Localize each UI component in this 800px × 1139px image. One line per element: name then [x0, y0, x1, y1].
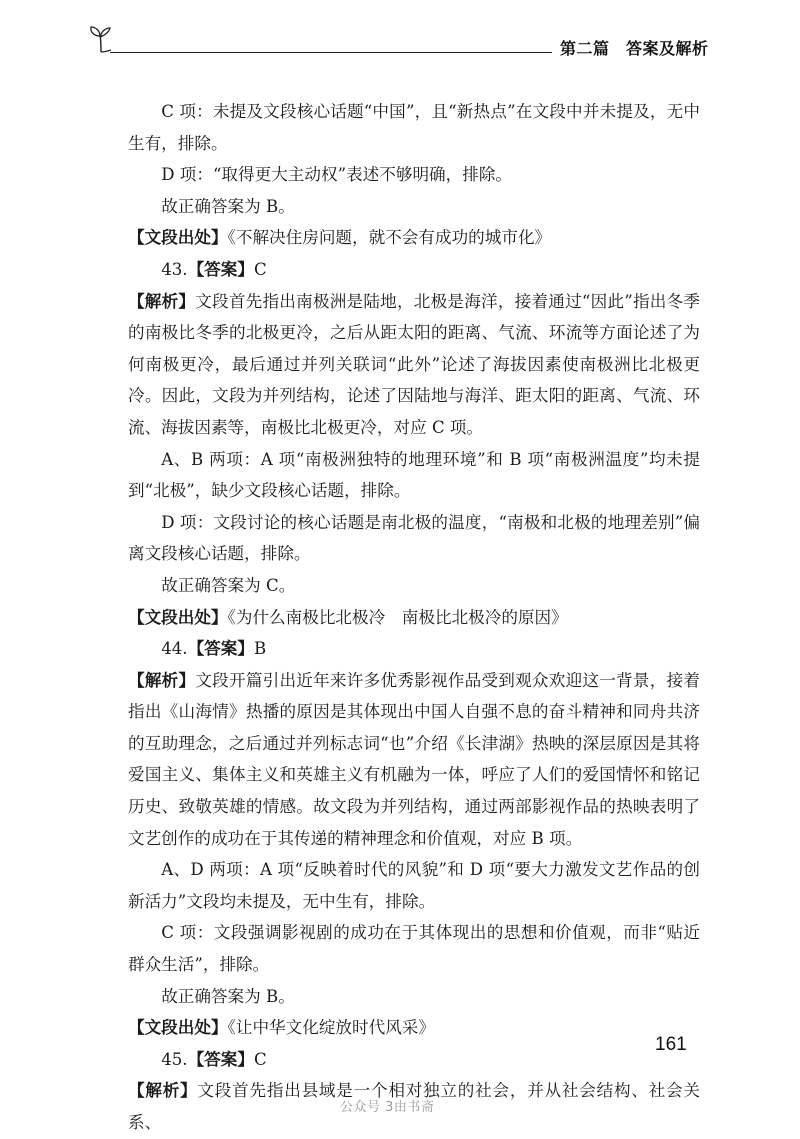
- question-number: 43.: [161, 259, 188, 279]
- source-text: 《为什么南极比北极冷 南极比北极冷的原因》: [227, 607, 568, 627]
- paragraph-text: C 项：未提及文段核心话题“中国”，且“新热点”在文段中并未提及，无中生有，排除。: [128, 102, 700, 153]
- analysis-paragraph: [128, 286, 700, 444]
- paragraph: [128, 444, 700, 507]
- analysis-tag: 【解析】: [128, 670, 196, 690]
- answer-tag: 【答案】: [187, 259, 254, 279]
- paragraph-text: A、D 两项：A 项“反映着时代的风貌”和 D 项“要大力激发文艺作品的创新活力”文段均未提及，无中生有，排除。: [128, 860, 700, 911]
- source-line: [128, 1012, 700, 1044]
- paragraph: [128, 159, 700, 191]
- source-text: 《不解决住房问题，就不会有成功的城市化》: [227, 228, 552, 248]
- answer-value: C: [253, 259, 267, 279]
- paragraph: [128, 191, 700, 223]
- watermark-text: 公众号 3由书斋: [340, 1100, 435, 1115]
- paragraph: [128, 507, 700, 570]
- answer-line: [128, 1044, 700, 1076]
- analysis-paragraph: [128, 665, 700, 855]
- header-rule: [110, 52, 552, 53]
- answer-tag: 【答案】: [187, 1049, 254, 1069]
- source-tag: 【文段出处】: [128, 1018, 228, 1038]
- answer-line: [128, 633, 700, 665]
- paragraph: [128, 981, 700, 1013]
- source-tag: 【文段出处】: [128, 607, 228, 627]
- page-header: [0, 0, 800, 70]
- source-line: [128, 222, 700, 254]
- analysis-tag: 【解析】: [128, 1081, 198, 1101]
- analysis-text: 文段开篇引出近年来许多优秀影视作品受到观众欢迎这一背景，接着指出《山海情》热播的原因是其体现出中国人自强不息的奋斗精神和同舟共济的互助理念，之后通过并列标志词“也”介绍《长津湖》热映的深层原因是其将爱国主义、集体主义和英雄主义有机融为一体，呼应了人们的爱国情怀和铭记历史、致敬英雄的情感。故文段为并列结构，通过两部影视作品的热映表明了文艺创作的成功在于其传递的精神理念和价值观，对应 B 项。: [128, 670, 701, 848]
- analysis-text: 文段首先指出南极洲是陆地，北极是海洋，接着通过“因此”指出冬季的南极比冬季的北极更冷，之后从距太阳的距离、气流、环流等方面论述了为何南极更冷，最后通过并列关联词“此外”论述了海拔因素使南极洲比北极更冷。因此，文段为并列结构，论述了因陆地与海洋、距太阳的距离、气流、环流、海拔因素等，南极比北极更冷，对应 C 项。: [128, 291, 700, 437]
- paragraph: [128, 96, 700, 159]
- answer-line: [128, 254, 700, 286]
- answer-value: B: [253, 639, 267, 659]
- paragraph: [128, 917, 700, 980]
- source-line: [128, 602, 700, 634]
- page-number: 161: [655, 1034, 687, 1055]
- paragraph-text: C 项：文段强调影视剧的成功在于其体现出的思想和价值观，而非“贴近群众生活”，排除。: [128, 923, 700, 975]
- analysis-text: 文段首先指出县域是一个相对独立的社会，并从社会结构、社会关系、: [128, 1081, 701, 1132]
- sprout-icon: [88, 24, 114, 54]
- source-text: 《让中华文化绽放时代风采》: [227, 1018, 435, 1038]
- paragraph-text: D 项：“取得更大主动权”表述不够明确，排除。: [161, 165, 513, 185]
- source-tag: 【文段出处】: [128, 228, 228, 248]
- paragraph-text: D 项：文段讨论的核心话题是南北极的温度，“南极和北极的地理差别”偏离文段核心话题，排除。: [128, 512, 700, 564]
- paragraph: [128, 570, 700, 602]
- analysis-tag: 【解析】: [128, 291, 196, 311]
- paragraph-text: 故正确答案为 C。: [161, 575, 296, 595]
- paragraph-text: 故正确答案为 B。: [161, 986, 295, 1006]
- question-number: 45.: [161, 1049, 188, 1069]
- paragraph-text: A、B 两项：A 项“南极洲独特的地理环境”和 B 项“南极洲温度”均未提到“北极”，缺少文段核心话题，排除。: [128, 449, 700, 501]
- answer-tag: 【答案】: [187, 639, 254, 659]
- answer-value: C: [253, 1049, 267, 1069]
- section-title: 第二篇 答案及解析: [560, 39, 709, 58]
- paragraph-text: 故正确答案为 B。: [161, 196, 295, 216]
- page-content: [128, 96, 700, 1139]
- question-number: 44.: [161, 639, 188, 659]
- paragraph: [128, 854, 700, 917]
